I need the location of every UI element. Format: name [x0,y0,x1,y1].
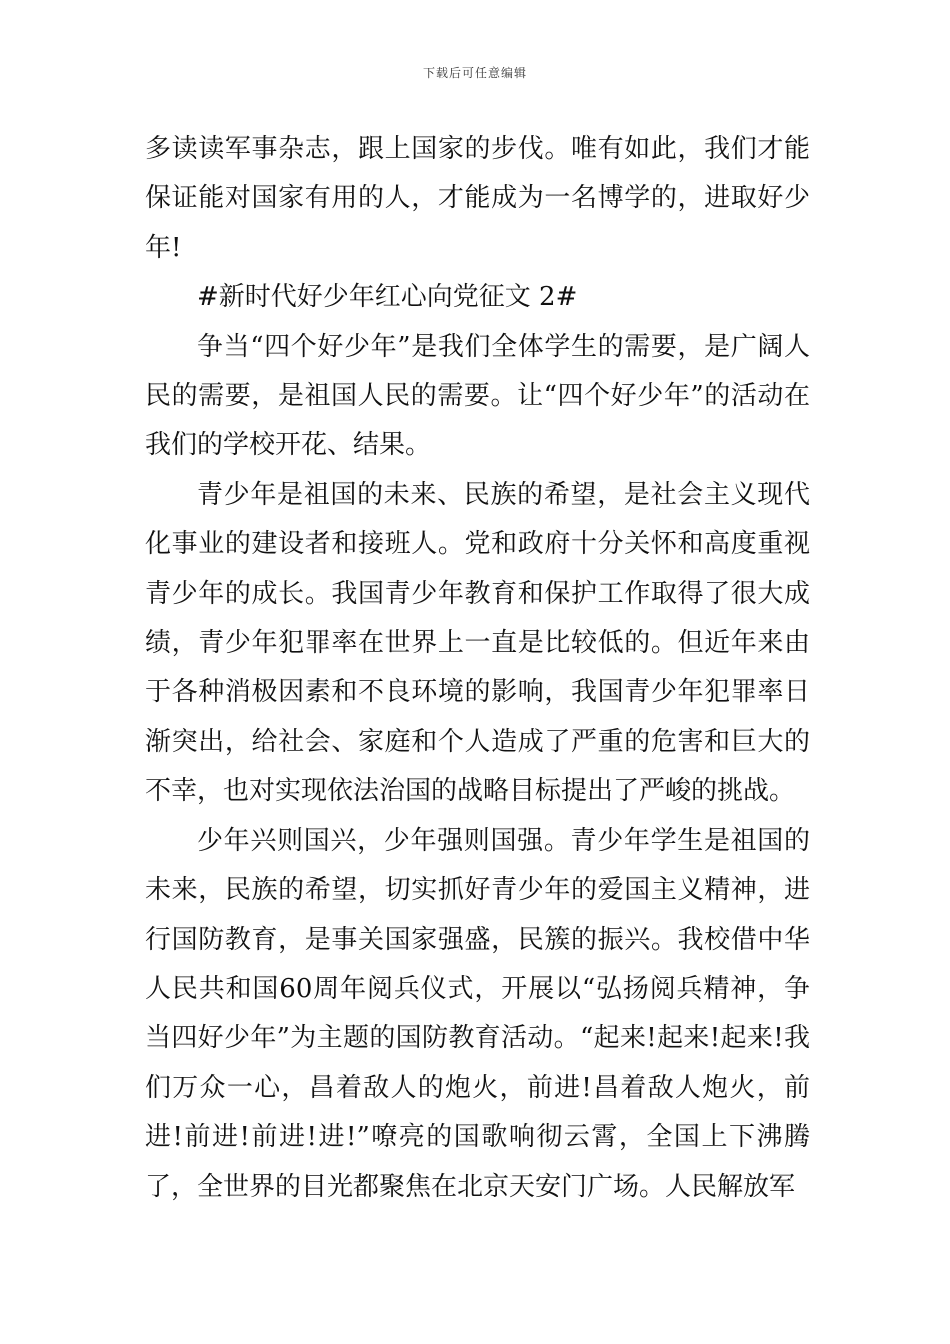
paragraph-3: 青少年是祖国的未来、民族的希望，是社会主义现代化事业的建设者和接班人。党和政府十分关怀和高度重视青少年的成长。我国青少年教育和保护工作取得了很大成绩，青少年犯罪率在世界上一直是比较低的。但近年来由于各种消极因素和不良环境的影响，我国青少年犯罪率日渐突出，给社会、家庭和个人造成了严重的危害和巨大的不幸，也对实现依法治国的战略目标提出了严峻的挑战。 [145,479,810,807]
page-header: 下载后可任意编辑 [422,66,527,80]
paragraph-2: 争当“四个好少年”是我们全体学生的需要，是广阔人民的需要，是祖国人民的需要。让“四个好少年”的活动在我们的学校开花、结果。 [145,331,810,461]
paragraph-4: 少年兴则国兴，少年强则国强。青少年学生是祖国的未来，民族的希望，切实抓好青少年的爱国主义精神，进行国防教育，是事关国家强盛，民簇的振兴。我校借中华人民共和国60周年阅兵仪式，开展以“弘扬阅兵精神，争当四好少年”为主题的国防教育活动。“起来!起来!起来!我们万众一心，昌着敌人的炮火，前进!昌着敌人炮火，前进!前进!前进!进!”嘹亮的国歌响彻云霄，全国上下沸腾了，全世界的目光都聚焦在北京天安门广场。人民解放军 [145,825,810,1202]
section-heading: #新时代好少年红心向党征文 2# [197,282,578,313]
document-body [145,125,810,1212]
paragraph-1: 多读读军事杂志，跟上国家的步伐。唯有如此，我们才能保证能对国家有用的人，才能成为一名博学的，进取好少年! [145,134,810,263]
